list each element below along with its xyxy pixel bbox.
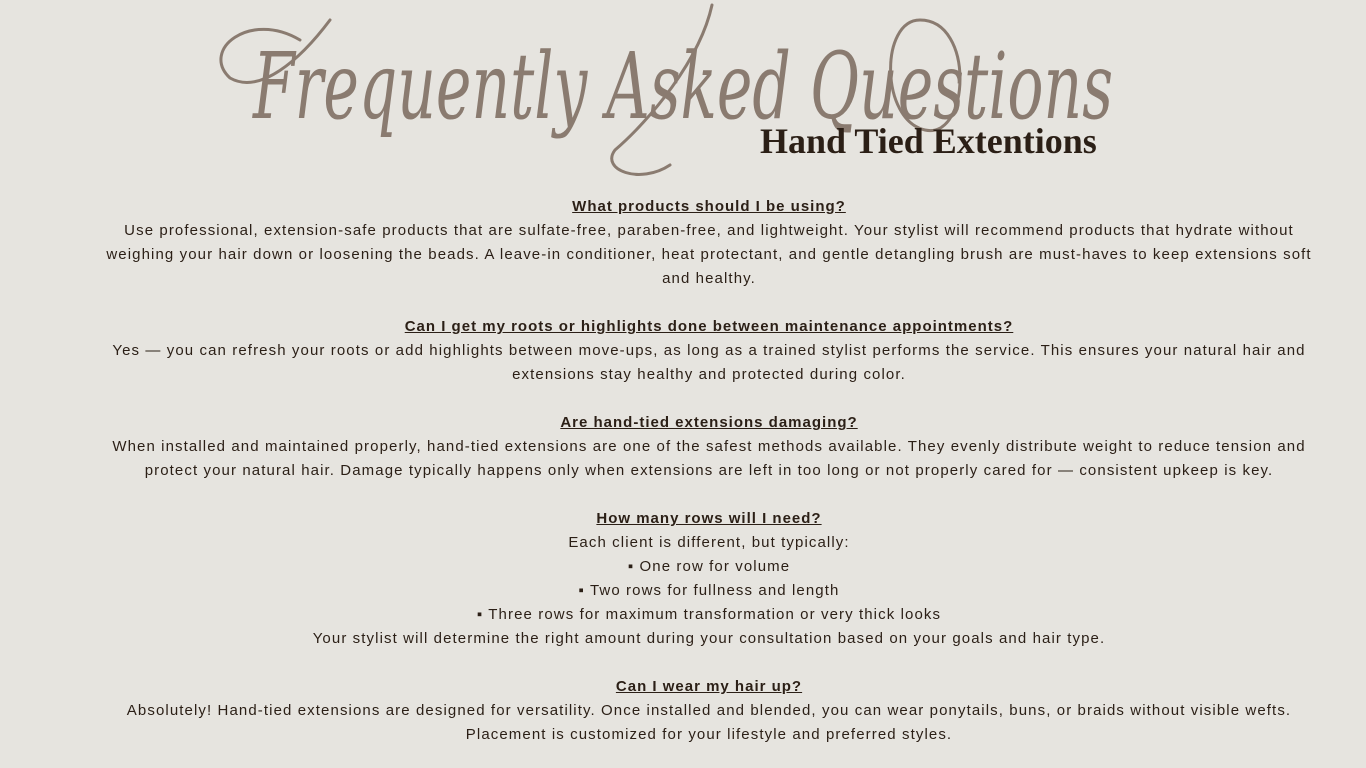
faq-question: Are hand-tied extensions damaging? — [560, 414, 858, 431]
script-title-text: Frequently Asked Questions — [251, 33, 1114, 140]
faq-answer: Use professional, extension-safe products that are sulfate-free, paraben-free, and lightweight. Your stylist will recommend products that hydrate without weighing your hair down or loosening the beads. A leave-in conditioner, heat protectant, and gentle detangling brush are must-haves to keep extensions soft and healthy. — [106, 222, 1312, 287]
faq-item — [104, 195, 1314, 291]
faq-question: Can I get my roots or highlights done between maintenance appointments? — [404, 318, 1014, 335]
script-title — [0, 0, 1366, 185]
faq-answer-line: Your stylist will determine the right amount during your consultation based on your goals and hair type. — [312, 630, 1106, 647]
faq-question: What products should I be using? — [572, 198, 846, 215]
faq-answer-bullet: ▪ Two rows for fullness and length — [578, 582, 840, 599]
faq-answer: When installed and maintained properly, hand-tied extensions are one of the safest methods available. They evenly distribute weight to reduce tension and protect your natural hair. Damage typically happens only when extensions are left in too long or not properly cared for — consistent upkeep is key. — [112, 438, 1306, 479]
page-header — [0, 0, 1366, 185]
faq-list — [104, 195, 1314, 768]
subtitle: Hand Tied Extentions — [760, 121, 1097, 161]
faq-question: How many rows will I need? — [596, 510, 822, 527]
faq-answer: Yes — you can refresh your roots or add highlights between move-ups, as long as a trained stylist performs the service. This ensures your natural hair and extensions stay healthy and protected during color. — [112, 342, 1306, 383]
faq-item — [104, 315, 1314, 387]
faq-item — [104, 411, 1314, 483]
faq-answer-bullet: ▪ One row for volume — [627, 558, 791, 575]
faq-answer: Absolutely! Hand-tied extensions are designed for versatility. Once installed and blended, you can wear ponytails, buns, or braids without visible wefts. Placement is customized for your lifestyle and preferred styles. — [126, 702, 1292, 743]
faq-answer-line: Each client is different, but typically: — [568, 534, 850, 551]
faq-item — [104, 675, 1314, 747]
faq-item — [104, 507, 1314, 651]
faq-question: Can I wear my hair up? — [615, 678, 803, 695]
faq-answer-bullet: ▪ Three rows for maximum transformation or very thick looks — [476, 606, 942, 623]
